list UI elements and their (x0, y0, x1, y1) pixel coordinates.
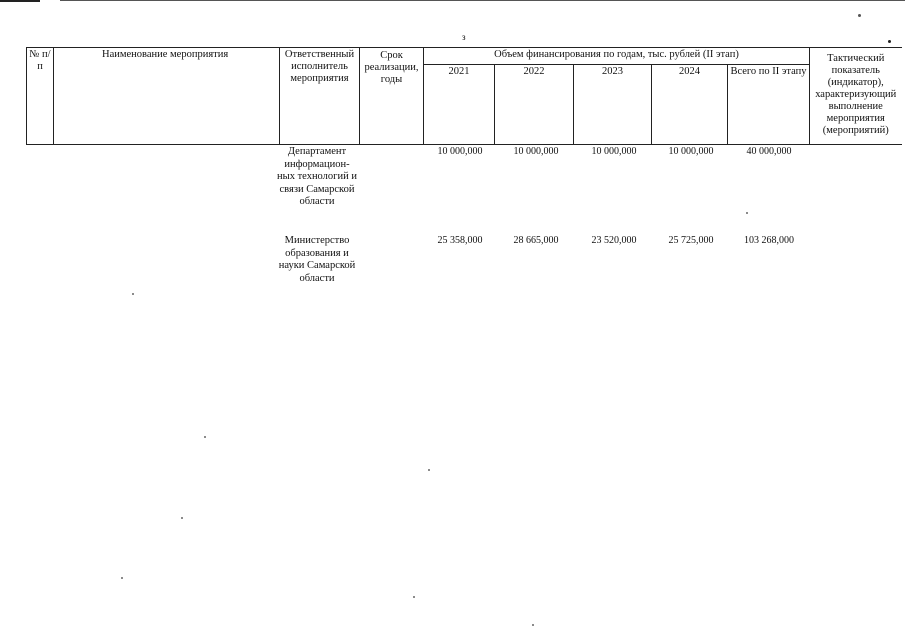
amount-total: 40 000,000 (746, 146, 792, 157)
header-executor: Ответственный исполнитель мероприятия (280, 48, 360, 145)
amount-2024: 10 000,000 (668, 146, 714, 157)
amount-total: 103 268,000 (744, 235, 794, 246)
header-period: Срок реализации, годы (360, 48, 424, 145)
scan-mark-tick (858, 14, 861, 17)
header-year-2023: 2023 (574, 65, 652, 145)
scan-speck (132, 293, 134, 295)
scan-speck (746, 212, 748, 214)
header-year-2022: 2022 (495, 65, 574, 145)
financing-table (26, 47, 902, 145)
scan-speck (428, 469, 430, 471)
header-financing: Объем финансирования по годам, тыс. рублей (II этап) (424, 48, 810, 65)
header-year-2024: 2024 (652, 65, 728, 145)
scan-mark-top (60, 0, 905, 1)
amount-2021: 10 000,000 (437, 146, 483, 157)
amount-2023: 10 000,000 (591, 146, 637, 157)
amount-2022: 28 665,000 (513, 235, 559, 246)
scan-speck (121, 577, 123, 579)
scan-speck (181, 517, 183, 519)
scan-speck (413, 596, 415, 598)
header-year-2021: 2021 (424, 65, 495, 145)
amount-2022: 10 000,000 (513, 146, 559, 157)
header-num: № п/п (27, 48, 54, 145)
amount-2024: 25 725,000 (668, 235, 714, 246)
page-number: з (462, 32, 466, 42)
scan-speck (532, 624, 534, 626)
executor-cell: Департамент информацион-ных технологий и связи Самарской области (277, 146, 357, 207)
header-total: Всего по II этапу (728, 65, 810, 145)
executor-cell: Министерство образования и науки Самарской области (278, 235, 356, 284)
scan-mark-top-left (0, 0, 40, 2)
amount-2023: 23 520,000 (591, 235, 637, 246)
scan-speck (204, 436, 206, 438)
amount-2021: 25 358,000 (437, 235, 483, 246)
header-name: Наименование мероприятия (54, 48, 280, 145)
header-indicator: Тактический показатель (индикатор), характеризующий выполнение мероприятия (мероприятий) (810, 48, 902, 145)
scan-mark-dot (888, 40, 891, 43)
